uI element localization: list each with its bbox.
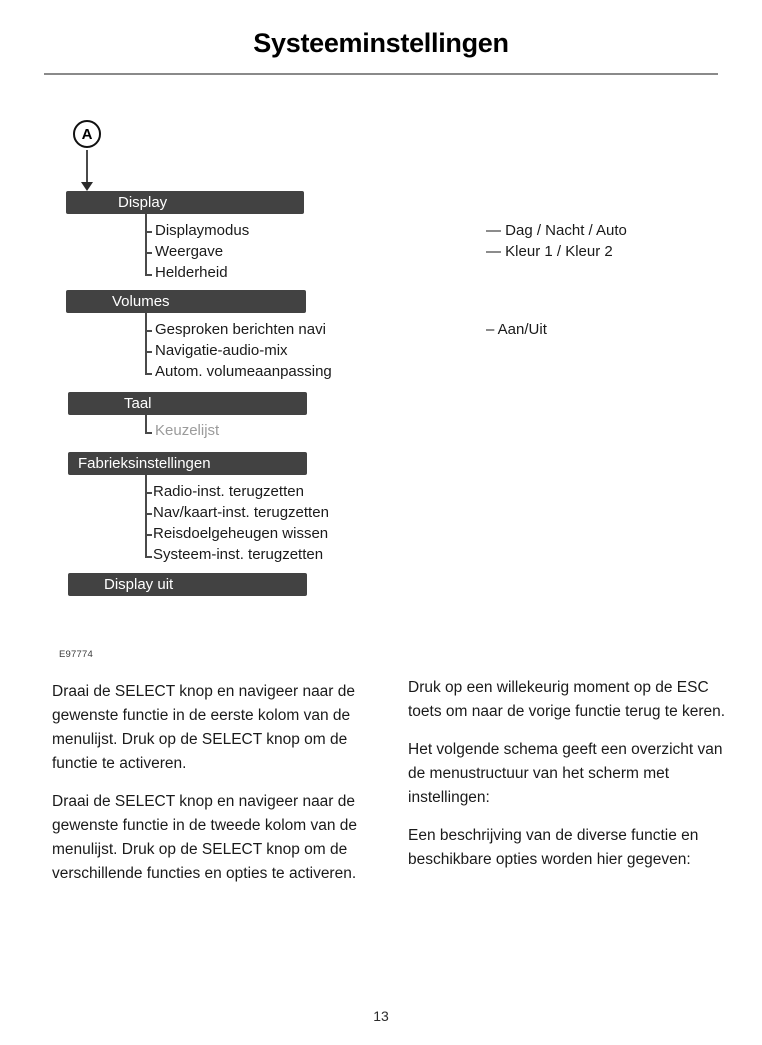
tree-tick (145, 252, 152, 254)
menu-bar-label: Display uit (104, 576, 174, 593)
entry-marker-stem (86, 150, 88, 184)
option-kleur-1-kleur-2: — Kleur 1 / Kleur 2 (486, 243, 613, 260)
tree-tick (145, 274, 152, 276)
menu-bar-display[interactable] (66, 191, 304, 214)
tree-tick (145, 330, 152, 332)
tree-trunk-fabrieksinstellingen (145, 475, 147, 558)
menu-bar-label: Taal (124, 395, 152, 412)
option-aan-uit: – Aan/Uit (486, 321, 547, 338)
paragraph: Het volgende schema geeft een overzicht van de menustructuur van het scherm met instellingen: (408, 741, 723, 806)
menu-item-radio-inst-terugzetten[interactable]: Radio-inst. terugzetten (153, 483, 304, 500)
tree-tick (145, 534, 152, 536)
menu-bar-label: Fabrieksinstellingen (78, 455, 211, 472)
menu-item-displaymodus[interactable]: Displaymodus (155, 222, 250, 239)
menu-item-autom-volumeaanpassing[interactable]: Autom. volumeaanpassing (155, 363, 332, 380)
body-right-column (408, 676, 738, 886)
tree-tick (145, 492, 152, 494)
option-dag-nacht-auto: — Dag / Nacht / Auto (486, 222, 627, 239)
paragraph: Draai de SELECT knop en navigeer naar de gewenste functie in de tweede kolom van de menulijst. Druk op de SELECT knop om de verschillende functies en opties te activeren. (52, 793, 358, 882)
tree-trunk-display (145, 214, 147, 276)
tree-tick (145, 432, 152, 434)
tree-trunk-volumes (145, 313, 147, 375)
menu-item-keuzelijst[interactable]: Keuzelijst (155, 422, 220, 439)
menu-bar-taal[interactable] (68, 392, 307, 415)
tree-tick (145, 351, 152, 353)
menu-item-gesproken-berichten-navi[interactable]: Gesproken berichten navi (155, 321, 326, 338)
page-title: Systeeminstellingen (253, 28, 509, 58)
entry-marker-arrow-icon (81, 182, 93, 191)
menu-item-reisdoelgeheugen-wissen[interactable]: Reisdoelgeheugen wissen (153, 525, 329, 542)
paragraph: Een beschrijving van de diverse functie en beschikbare opties worden hier gegeven: (408, 827, 699, 868)
tree-tick (145, 513, 152, 515)
menu-bar-display-uit[interactable] (68, 573, 307, 596)
figure-code: E97774 (59, 649, 93, 660)
body-left-column (52, 680, 382, 900)
menu-item-navigatie-audio-mix[interactable]: Navigatie-audio-mix (155, 342, 288, 359)
menu-bar-volumes[interactable] (66, 290, 306, 313)
tree-tick (145, 556, 152, 558)
entry-marker-a: A (73, 120, 101, 148)
menu-item-systeem-inst-terugzetten[interactable]: Systeem-inst. terugzetten (153, 546, 324, 563)
menu-bar-label: Volumes (112, 293, 170, 310)
tree-tick (145, 231, 152, 233)
paragraph: Druk op een willekeurig moment op de ESC toets om naar de vorige functie terug te keren. (408, 679, 726, 720)
menu-bar-label: Display (118, 194, 168, 211)
tree-tick (145, 373, 152, 375)
page-number: 13 (373, 1008, 389, 1024)
menu-item-nav-kaart-inst-terugzetten[interactable]: Nav/kaart-inst. terugzetten (153, 504, 329, 521)
menu-item-weergave[interactable]: Weergave (155, 243, 224, 260)
menu-item-helderheid[interactable]: Helderheid (155, 264, 228, 281)
menu-bar-fabrieksinstellingen[interactable] (68, 452, 307, 475)
paragraph: Draai de SELECT knop en navigeer naar de gewenste functie in de eerste kolom van de menulijst. Druk op de SELECT knop om de functie te activeren. (52, 683, 356, 772)
